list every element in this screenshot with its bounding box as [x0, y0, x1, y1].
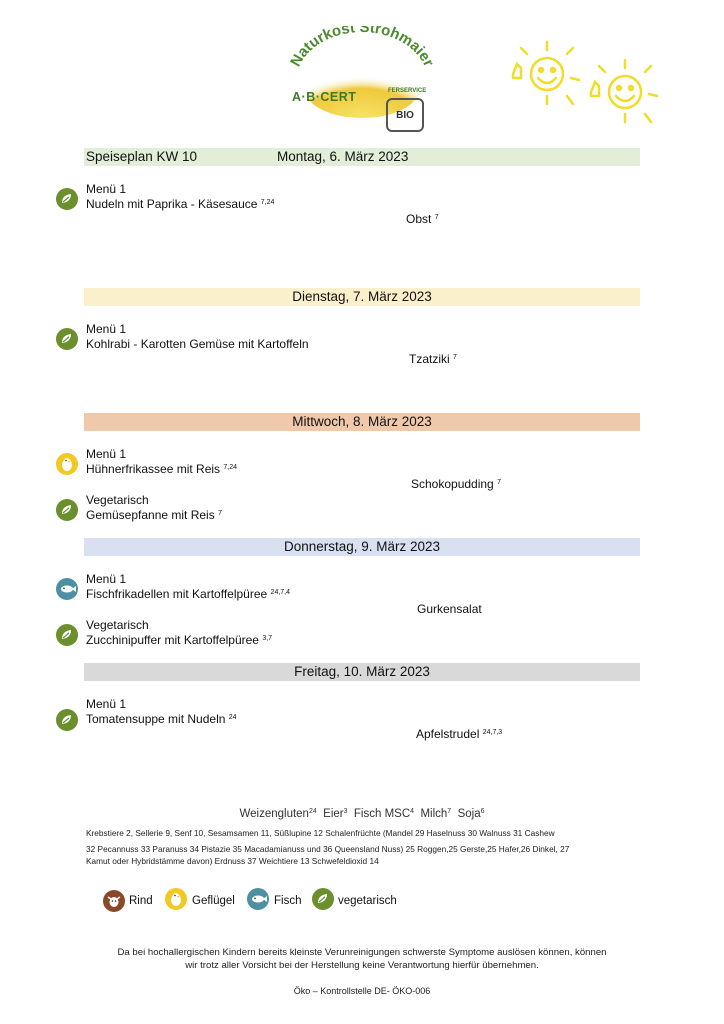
allergy-disclaimer: Da bei hochallergischen Kindern bereits kleinste Verunreinigungen schwerste Symptome auslösen können, können wir trotz aller Vorsicht bei der Herstellung keine Verantwortung hierfür übernehmen.: [117, 947, 607, 971]
menu-label: Menü 1: [86, 447, 127, 461]
day-header-monday: [84, 148, 640, 166]
day-header-friday: [84, 663, 640, 681]
cert-sublabel: FERSERVICE: [388, 88, 427, 94]
day-date: Freitag, 10. März 2023: [294, 664, 430, 679]
beef-icon: [103, 890, 125, 912]
bio-seal: BIO: [386, 98, 424, 132]
vegetarian-icon: [56, 499, 78, 521]
vegetarian-icon: [56, 188, 78, 210]
allergen-codes: 7,24: [260, 199, 275, 206]
dish-name: Kohlrabi - Karotten Gemüse mit Kartoffeln: [86, 337, 309, 351]
menu-label: Vegetarisch: [86, 493, 149, 507]
vegetarian-icon: [56, 328, 78, 350]
menu-item: [86, 572, 290, 602]
svg-text:Naturkost Strohmaier: Naturkost Strohmaier: [287, 26, 438, 70]
allergen-list: 32 Pecannuss 33 Paranuss 34 Pistazie 35 Macadamianuss und 36 Queensland Nuss) 25 Roggen,25 Gerste,25 Hafer,26 Dinkel, 27 Kamut oder Hybridstämme davon) Erdnuss 37 Weichtiere 13 Schwefeldioxid 14: [86, 844, 570, 866]
main-allergens: Weizengluten$^{24}$ Eier$^3$ Fisch MSC$^4$ Milch$^7$ Soja$^6$: [239, 808, 485, 820]
legend-label: Fisch: [274, 895, 302, 907]
allergen-codes: 3,7: [262, 635, 273, 642]
fish-icon: [247, 888, 269, 910]
poultry-icon: [56, 453, 78, 475]
side-dish: Gurkensalat: [417, 602, 482, 616]
vegetarian-icon: [312, 888, 334, 910]
vegetarian-icon: [56, 624, 78, 646]
cert-label: A·B·CERT: [292, 90, 357, 104]
menu-label: Menü 1: [86, 182, 127, 196]
day-header-thursday: [84, 538, 640, 556]
side-dish: Obst $^7$: [406, 212, 439, 226]
day-date: Donnerstag, 9. März 2023: [283, 539, 441, 554]
allergen-codes: 7: [218, 510, 222, 517]
day-date: Dienstag, 7. März 2023: [292, 289, 432, 304]
side-dish: Tzatziki $^7$: [409, 352, 457, 366]
menu-item: [86, 182, 274, 212]
week-label: Speiseplan KW 10: [86, 149, 198, 164]
dish-name: Tomatensuppe mit Nudeln: [86, 712, 226, 726]
menu-label: Vegetarisch: [86, 618, 149, 632]
dish-name: Hühnerfrikassee mit Reis: [86, 462, 221, 476]
menu-item: [86, 697, 237, 727]
menu-item: [86, 493, 222, 523]
menu-item: [86, 618, 272, 648]
side-dish: Apfelstrudel $^{24,7,3}$: [416, 727, 503, 741]
day-date: Montag, 6. März 2023: [277, 149, 409, 164]
allergen-list: Krebstiere 2, Sellerie 9, Senf 10, Sesamsamen 11, Süßlupine 12 Schalenfrüchte (Mandel 29 Haselnuss 30 Walnuss 31 Cashew: [86, 828, 555, 838]
legend-label: Geflügel: [192, 895, 235, 907]
menu-label: Menü 1: [86, 697, 127, 711]
dish-name: Nudeln mit Paprika - Käsesauce: [86, 197, 258, 211]
dish-name: Fischfrikadellen mit Kartoffelpüree: [86, 587, 268, 601]
day-header-wednesday: [84, 413, 640, 431]
dish-name: Gemüsepfanne mit Reis: [86, 508, 215, 522]
vegetarian-icon: [56, 709, 78, 731]
allergen-codes: 24,7,4: [270, 589, 291, 596]
footer-control-body: Öko – Kontrollstelle DE- ÖKO-006: [293, 986, 431, 996]
day-header-tuesday: [84, 288, 640, 306]
menu-item: [86, 322, 309, 352]
allergen-codes: 24: [228, 714, 237, 721]
side-dish: Schokopudding $^7$: [411, 477, 501, 491]
menu-label: Menü 1: [86, 572, 127, 586]
legend-label: vegetarisch: [338, 895, 397, 907]
menu-label: Menü 1: [86, 322, 127, 336]
menu-item: [86, 447, 237, 477]
dish-name: Zucchinipuffer mit Kartoffelpüree: [86, 633, 259, 647]
day-date: Mittwoch, 8. März 2023: [292, 414, 432, 429]
smiley-suns-illustration: [505, 34, 665, 134]
allergen-codes: 7,24: [223, 464, 238, 471]
company-logo: [282, 26, 440, 136]
legend-label: Rind: [129, 895, 153, 907]
fish-icon: [56, 578, 78, 600]
poultry-icon: [165, 888, 187, 910]
